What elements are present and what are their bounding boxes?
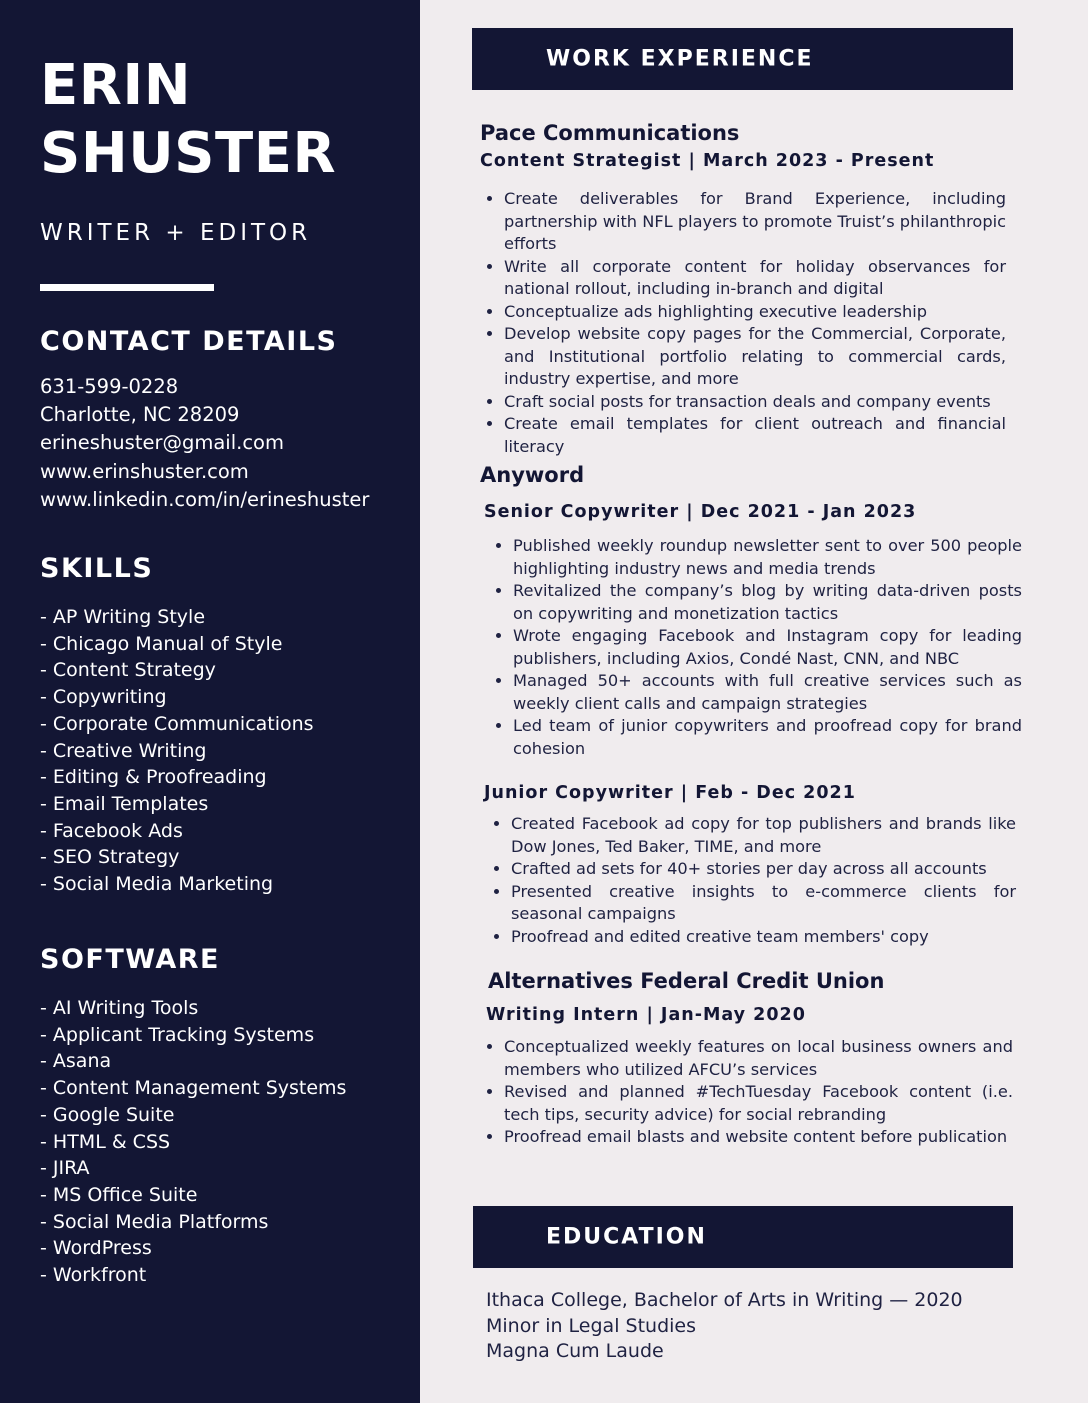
list-item: • Proofread email blasts and website content before publication: [504, 1126, 1013, 1149]
last-name: SHUSTER: [40, 121, 337, 186]
software-item: - AI Writing Tools: [40, 995, 346, 1022]
list-item: • Revised and planned #TechTuesday Facebook content (i.e. tech tips, security advice) for social rebranding: [504, 1081, 1013, 1126]
skill-item: - Facebook Ads: [40, 818, 314, 845]
software-heading: SOFTWARE: [40, 944, 220, 975]
software-item: - Workfront: [40, 1262, 346, 1289]
list-item: • Managed 50+ accounts with full creative services such as weekly client calls and campaign strategies: [513, 670, 1022, 715]
list-item: • Revitalized the company’s blog by writing data-driven posts on copywriting and monetization tactics: [513, 580, 1022, 625]
skills-list: [40, 604, 314, 898]
list-item: • Created Facebook ad copy for top publishers and brands like Dow Jones, Ted Baker, TIME, and more: [511, 813, 1016, 858]
tagline: WRITER + EDITOR: [40, 220, 312, 246]
software-item: - Applicant Tracking Systems: [40, 1022, 346, 1049]
list-item: • Write all corporate content for holiday observances for national rollout, including in-branch and digital: [504, 256, 1006, 301]
education-details: [486, 1288, 963, 1365]
role-writing-intern: Writing Intern | Jan-May 2020: [486, 1005, 806, 1025]
education-heading: EDUCATION: [546, 1224, 707, 1250]
list-item: • Create deliverables for Brand Experience, including partnership with NFL players to promote Truist’s philanthropic efforts: [504, 188, 1006, 256]
company-afcu: Alternatives Federal Credit Union: [488, 969, 885, 993]
junior-copywriter-bullets: [489, 813, 1016, 948]
senior-copywriter-bullets: [491, 535, 1022, 760]
candidate-name: [40, 52, 336, 188]
list-item: • Crafted ad sets for 40+ stories per day across all accounts: [511, 858, 1016, 881]
contact-list: [40, 373, 369, 514]
list-item: • Conceptualized weekly features on local business owners and members who utilized AFCU’s services: [504, 1036, 1013, 1081]
minor: Minor in Legal Studies: [486, 1314, 696, 1337]
software-item: - Content Management Systems: [40, 1075, 346, 1102]
list-item: • Craft social posts for transaction deals and company events: [504, 391, 1006, 414]
list-item: • Conceptualize ads highlighting executive leadership: [504, 301, 1006, 324]
website-link[interactable]: www.erinshuster.com: [40, 459, 249, 483]
list-item: • Wrote engaging Facebook and Instagram copy for leading publishers, including Axios, Condé Nast, CNN, and NBC: [513, 625, 1022, 670]
degree: Ithaca College, Bachelor of Arts in Writing — 2020: [486, 1289, 963, 1311]
skill-item: - Social Media Marketing: [40, 871, 314, 898]
role-content-strategist: Content Strategist | March 2023 - Present: [480, 151, 935, 171]
pace-bullets: [482, 188, 1006, 458]
skill-item: - Copywriting: [40, 684, 314, 711]
list-item: • Create email templates for client outreach and financial literacy: [504, 413, 1006, 458]
software-item: - HTML & CSS: [40, 1129, 346, 1156]
software-item: - Social Media Platforms: [40, 1209, 346, 1236]
divider: [40, 284, 214, 291]
skill-item: - Email Templates: [40, 791, 314, 818]
linkedin-link[interactable]: www.linkedin.com/in/erineshuster: [40, 487, 370, 511]
afcu-bullets: [482, 1036, 1013, 1149]
list-item: • Presented creative insights to e-commerce clients for seasonal campaigns: [511, 881, 1016, 926]
software-item: - JIRA: [40, 1155, 346, 1182]
list-item: • Published weekly roundup newsletter sent to over 500 people highlighting industry news and media trends: [513, 535, 1022, 580]
work-experience-banner: [472, 28, 1013, 90]
skill-item: - SEO Strategy: [40, 844, 314, 871]
email-address[interactable]: erineshuster@gmail.com: [40, 431, 284, 455]
software-item: - Asana: [40, 1048, 346, 1075]
first-name: ERIN: [40, 53, 192, 118]
skill-item: - Creative Writing: [40, 738, 314, 765]
software-item: - Google Suite: [40, 1102, 346, 1129]
software-item: - MS Office Suite: [40, 1182, 346, 1209]
location: Charlotte, NC 28209: [40, 403, 240, 427]
skills-heading: SKILLS: [40, 553, 154, 584]
company-pace: Pace Communications: [480, 121, 740, 145]
skill-item: - Corporate Communications: [40, 711, 314, 738]
main-content: [420, 0, 1088, 1403]
skill-item: - Chicago Manual of Style: [40, 631, 314, 658]
software-item: - WordPress: [40, 1235, 346, 1262]
list-item: • Led team of junior copywriters and proofread copy for brand cohesion: [513, 715, 1022, 760]
skill-item: - Content Strategy: [40, 657, 314, 684]
skill-item: - Editing & Proofreading: [40, 764, 314, 791]
sidebar: [0, 0, 420, 1403]
contact-heading: CONTACT DETAILS: [40, 326, 338, 357]
company-anyword: Anyword: [480, 463, 585, 487]
list-item: • Proofread and edited creative team members' copy: [511, 926, 1016, 949]
list-item: • Develop website copy pages for the Commercial, Corporate, and Institutional portfolio relating to commercial cards, industry expertise, and more: [504, 323, 1006, 391]
software-list: [40, 995, 346, 1289]
role-senior-copywriter: Senior Copywriter | Dec 2021 - Jan 2023: [484, 502, 917, 522]
skill-item: - AP Writing Style: [40, 604, 314, 631]
phone-number: 631-599-0228: [40, 375, 179, 398]
role-junior-copywriter: Junior Copywriter | Feb - Dec 2021: [484, 783, 856, 803]
education-banner: [473, 1206, 1013, 1268]
honors: Magna Cum Laude: [486, 1340, 664, 1362]
work-experience-heading: WORK EXPERIENCE: [546, 46, 814, 72]
